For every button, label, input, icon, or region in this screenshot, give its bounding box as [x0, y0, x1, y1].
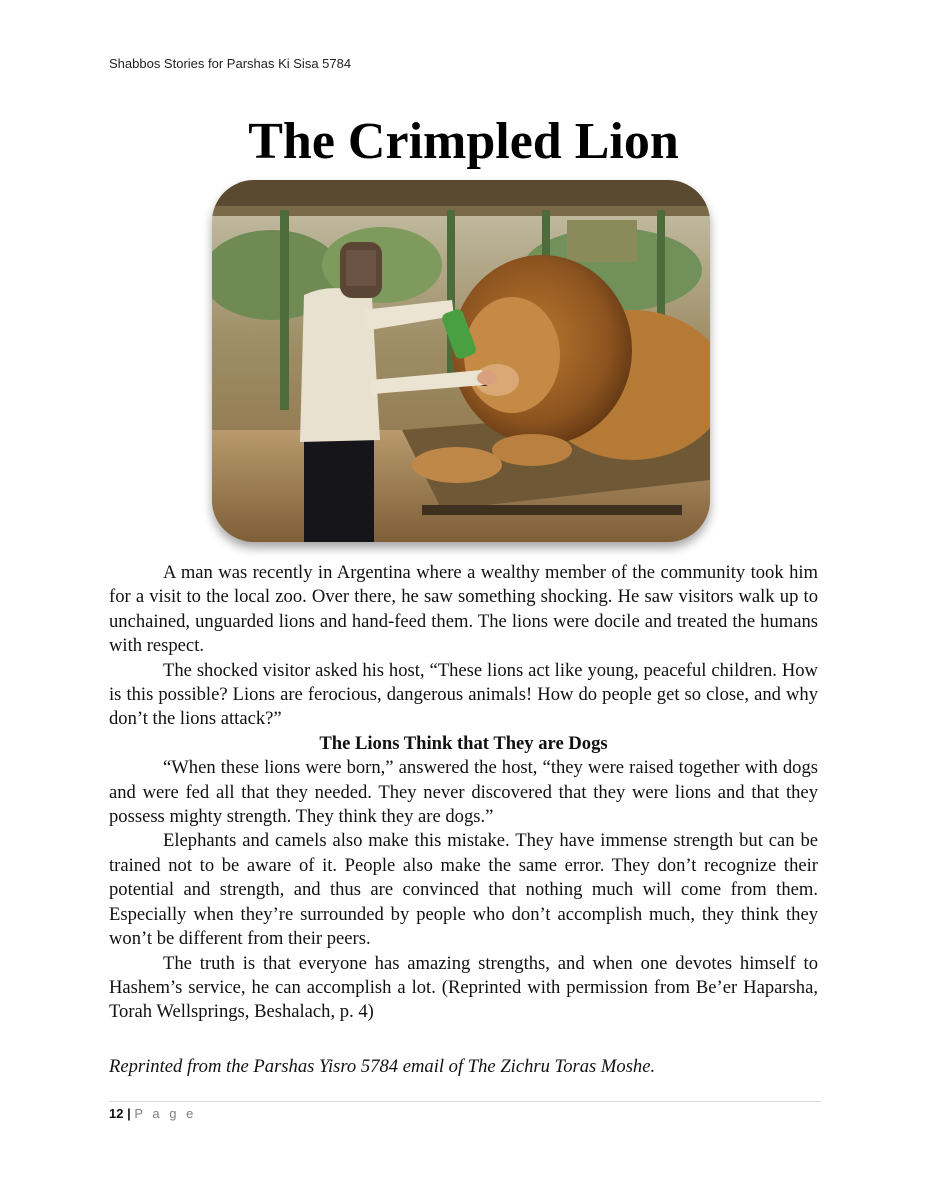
subheading: The Lions Think that They are Dogs [319, 732, 608, 754]
footer-divider [109, 1101, 821, 1102]
paragraph: A man was recently in Argentina where a wealthy member of the community took him for a visit to the local zoo. Over there, he saw something shocking. He saw visitors walk up to unchained, unguarded lions and hand-feed them. The lions were docile and treated the humans with respect. [109, 562, 818, 657]
paragraph: “When these lions were born,” answered the host, “they were raised together with dogs and were fed all that they needed. They never discovered that they were lions and that they possess mighty strength. They think they are dogs.” [109, 757, 818, 828]
story-body [109, 561, 818, 1025]
page-footer [109, 1106, 196, 1121]
page-number: 12 [109, 1106, 124, 1121]
footer-separator: | [127, 1106, 131, 1121]
paragraph: The truth is that everyone has amazing strengths, and when one devotes himself to Hashem’s service, he can accomplish a lot. (Reprinted with permission from Be’er Haparsha, Torah Wellsprings, Beshalach, p. 4) [109, 952, 818, 1023]
page-label: P a g e [134, 1106, 197, 1121]
reprint-credit: Reprinted from the Parshas Yisro 5784 email of The Zichru Toras Moshe. [109, 1056, 656, 1077]
story-title: The Crimpled Lion [248, 113, 679, 170]
paragraph: The shocked visitor asked his host, “These lions act like young, peaceful children. How is this possible? Lions are ferocious, dangerous animals! How do people get so close, and why don’t the lions attack?” [109, 659, 818, 730]
running-header: Shabbos Stories for Parshas Ki Sisa 5784 [109, 56, 352, 71]
lion-photo [212, 180, 710, 542]
paragraph: Elephants and camels also make this mistake. They have immense strength but can be trained not to be aware of it. People also make the same error. They don’t recognize their potential and strength, and thus are convinced that nothing much will come from them. Especially when they’re surrounded by people who don’t accomplish much, they think they won’t be different from their peers. [109, 830, 818, 950]
